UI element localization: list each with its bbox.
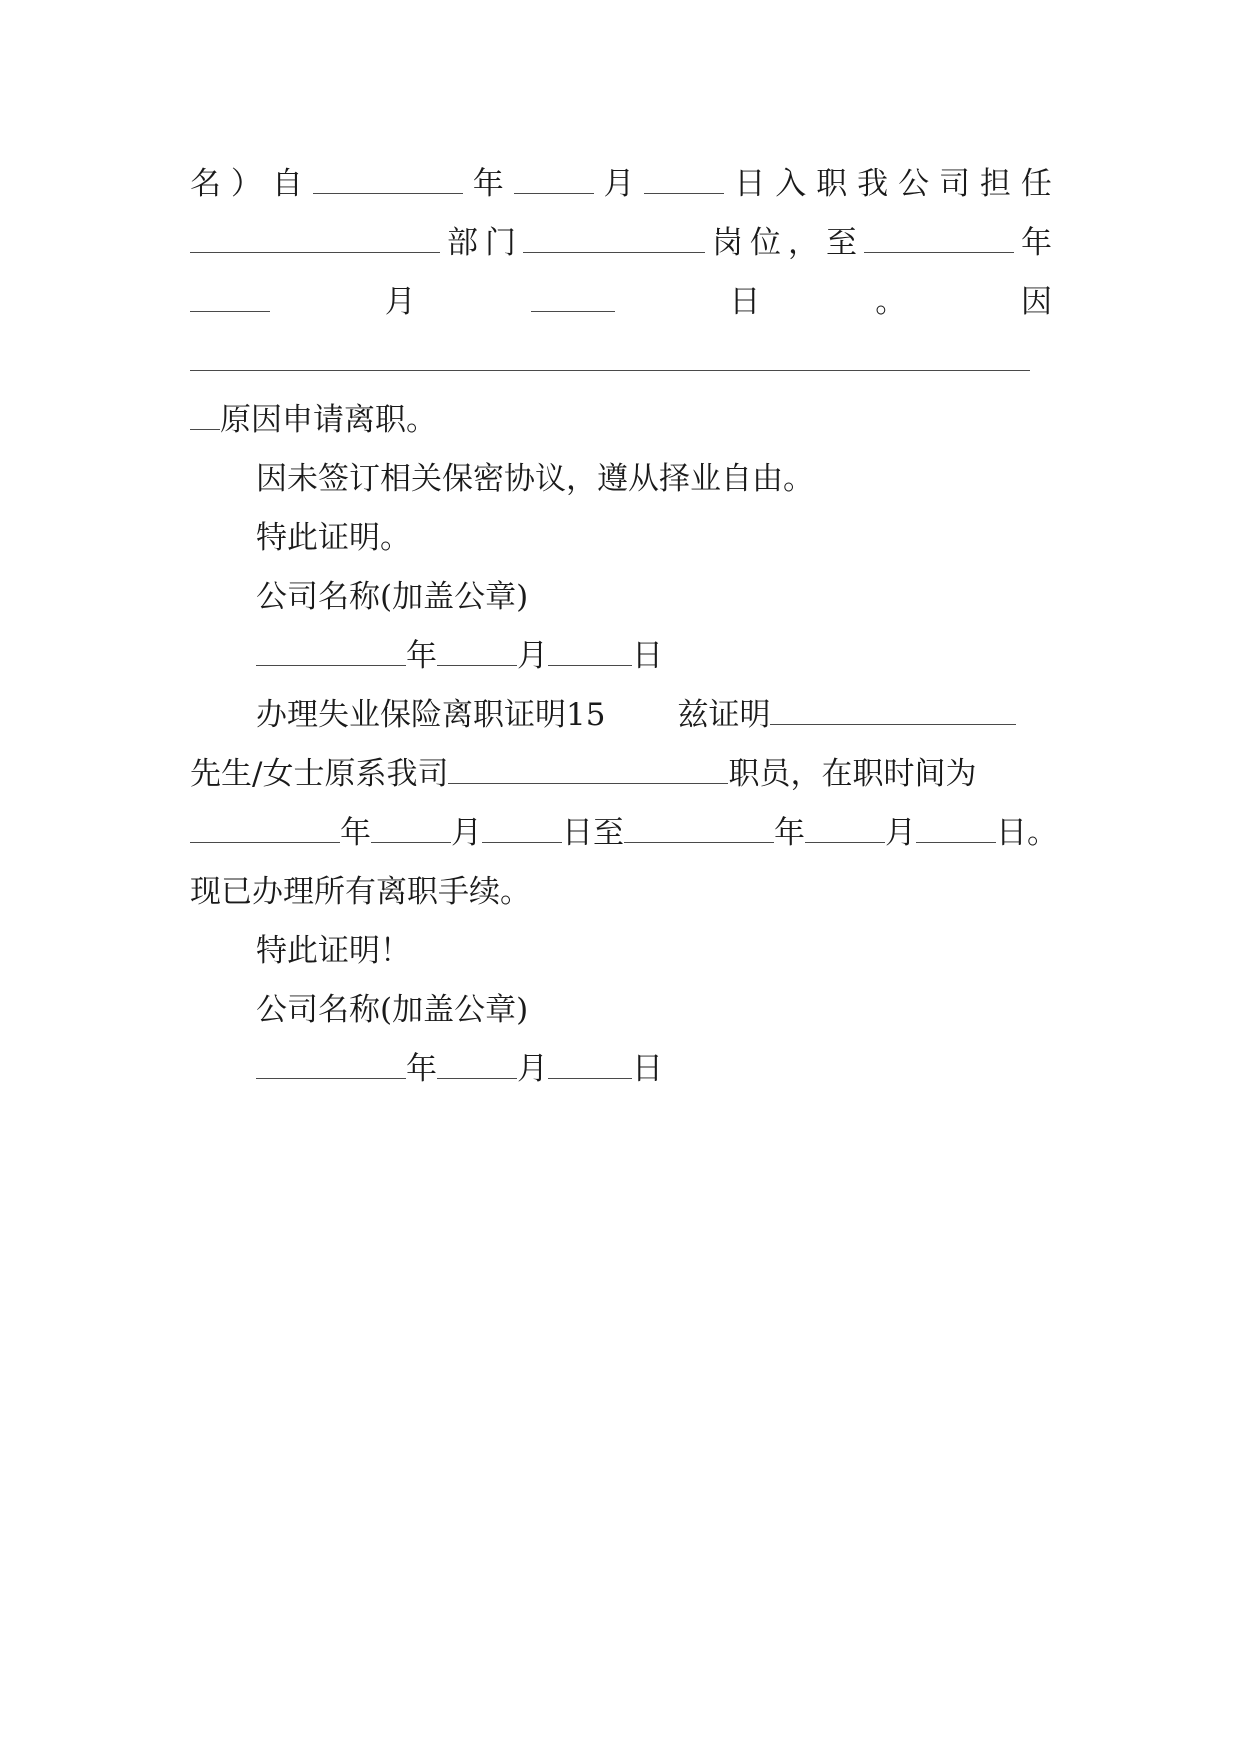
section-title: 办理失业保险离职证明15	[256, 697, 606, 733]
text-segment: 公	[898, 166, 930, 202]
month-label: 月	[517, 1051, 548, 1087]
day-label: 日	[729, 284, 761, 320]
year-label: 年	[340, 815, 371, 851]
confidentiality-text: 因未签订相关保密协议，遵从择业自由。	[256, 461, 814, 497]
paragraph-line-1	[190, 162, 1052, 206]
text-segment: 自	[271, 166, 303, 202]
text-segment: 岗	[712, 225, 743, 261]
reason-blank-tail[interactable]	[190, 399, 220, 430]
department-blank[interactable]	[523, 222, 705, 253]
month-label: 月	[885, 815, 916, 851]
year-label: 年	[774, 815, 805, 851]
procedures-text: 现已办理所有离职手续。	[190, 874, 531, 910]
text-segment: 入	[775, 166, 807, 202]
year-blank[interactable]	[313, 163, 463, 194]
employee-prefix: 先生/女士原系我司	[190, 756, 449, 792]
reason-line	[190, 339, 1030, 383]
period-mark: 。	[875, 284, 907, 320]
month-blank[interactable]	[190, 281, 270, 312]
year-label: 年	[472, 166, 504, 202]
paragraph-line-2	[190, 221, 1052, 265]
certify-label: 兹证明	[677, 697, 771, 733]
text-segment: 担	[979, 166, 1011, 202]
start-month-blank[interactable]	[371, 812, 451, 843]
year-label: 年	[1021, 225, 1052, 261]
day-end-label: 日。	[996, 815, 1058, 851]
month-blank[interactable]	[437, 1048, 517, 1079]
text-segment: 我	[857, 166, 889, 202]
text-segment: 司	[938, 166, 970, 202]
text-segment: 日	[734, 166, 766, 202]
company-seal-text-2: 公司名称(加盖公章)	[256, 992, 529, 1028]
employment-period-line	[190, 811, 1058, 855]
day-blank[interactable]	[548, 1048, 632, 1079]
month-label: 月	[517, 638, 548, 674]
employee-line	[190, 752, 976, 796]
because-label: 因	[1020, 284, 1052, 320]
year-blank[interactable]	[256, 1048, 406, 1079]
day-blank[interactable]	[548, 635, 632, 666]
month-label: 月	[603, 166, 635, 202]
text-segment: 至	[826, 225, 857, 261]
year-label: 年	[406, 638, 437, 674]
paragraph-line-5	[190, 398, 437, 442]
text-segment: 名	[190, 166, 221, 202]
certify-text: 特此证明。	[256, 520, 411, 556]
reason-text: 原因申请离职。	[220, 402, 437, 438]
end-day-blank[interactable]	[916, 812, 996, 843]
date-line	[256, 634, 663, 678]
end-month-blank[interactable]	[805, 812, 885, 843]
year-blank[interactable]	[864, 222, 1014, 253]
company-blank[interactable]	[190, 222, 440, 253]
start-day-blank[interactable]	[482, 812, 562, 843]
employee-suffix: 职员，在职时间为	[728, 756, 977, 792]
month-blank[interactable]	[514, 163, 594, 194]
month-label: 月	[451, 815, 482, 851]
text-segment: 门	[485, 225, 516, 261]
day-label: 日	[632, 1051, 663, 1087]
text-segment: 位	[750, 225, 781, 261]
company-blank[interactable]	[448, 753, 728, 784]
year-label: 年	[406, 1051, 437, 1087]
year-blank[interactable]	[256, 635, 406, 666]
company-seal-text: 公司名称(加盖公章)	[256, 579, 529, 615]
certify-text-2: 特此证明！	[256, 933, 411, 969]
day-blank[interactable]	[644, 163, 724, 194]
section-heading-line	[256, 693, 1016, 737]
name-blank[interactable]	[770, 694, 1016, 725]
text-segment: 任	[1020, 166, 1052, 202]
month-label: 月	[384, 284, 416, 320]
date-line-2	[256, 1047, 663, 1091]
day-label: 日	[632, 638, 663, 674]
reason-blank[interactable]	[190, 340, 1030, 371]
end-year-blank[interactable]	[624, 812, 774, 843]
start-year-blank[interactable]	[190, 812, 340, 843]
text-segment: ）	[230, 166, 262, 202]
month-blank[interactable]	[437, 635, 517, 666]
day-blank[interactable]	[531, 281, 615, 312]
text-segment: 部	[447, 225, 478, 261]
text-segment: 职	[816, 166, 848, 202]
text-segment: ，	[788, 225, 819, 261]
paragraph-line-3	[190, 280, 1052, 324]
day-to-label: 日至	[562, 815, 624, 851]
